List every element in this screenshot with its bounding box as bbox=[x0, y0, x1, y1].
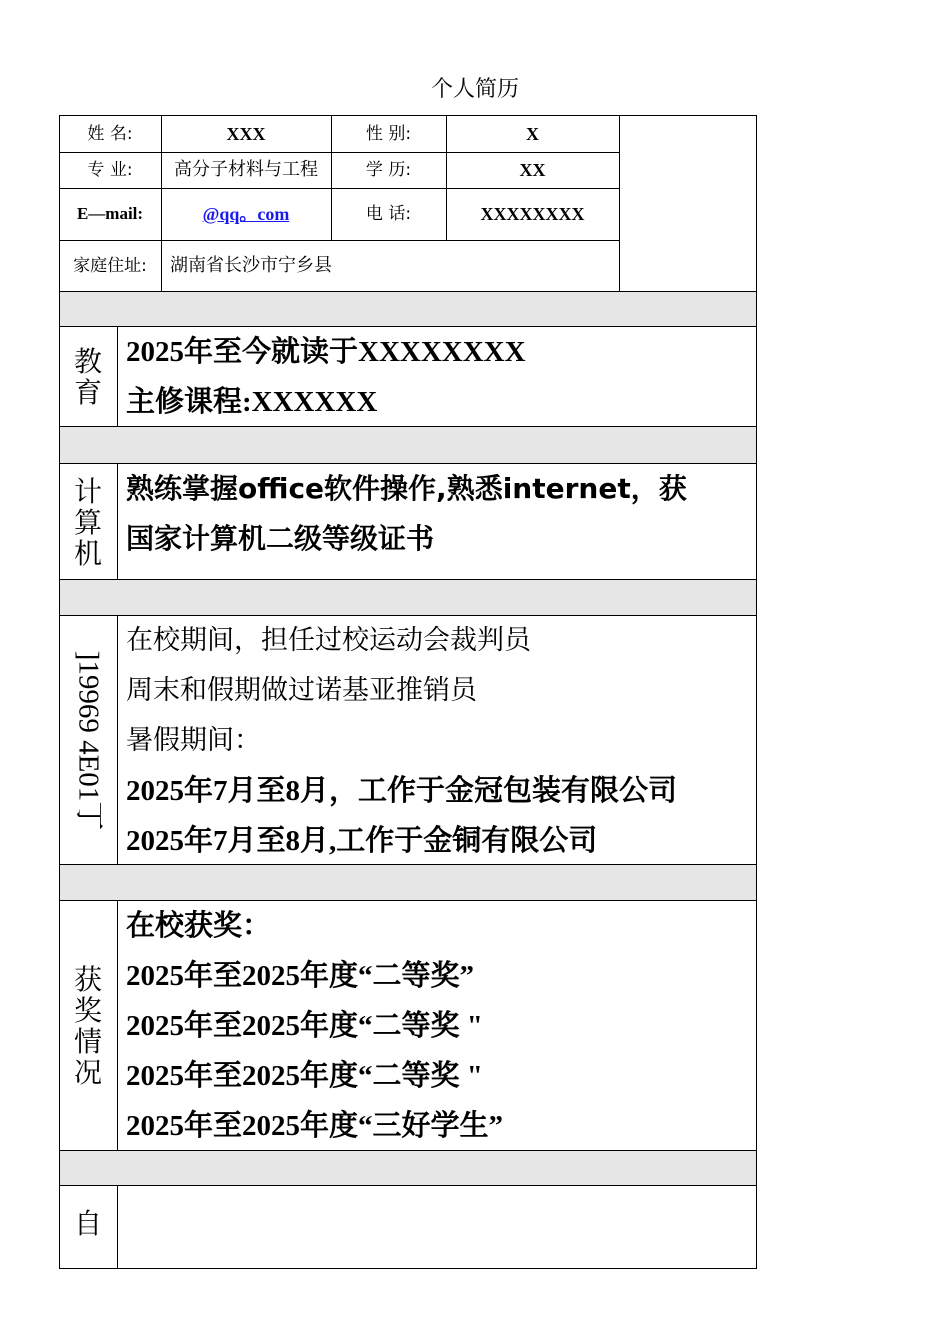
degree-label: 学 历: bbox=[365, 160, 412, 180]
awards-line: 2025年至2025年度“二等奖” bbox=[126, 960, 475, 992]
experience-line: 在校期间，担任过校运动会裁判员 bbox=[126, 625, 531, 656]
major-label: 专 业: bbox=[87, 160, 133, 180]
name-label: 姓 名: bbox=[87, 123, 133, 144]
degree-value: XX bbox=[519, 160, 546, 180]
education-line: 2025年至今就读于XXXXXXXX bbox=[126, 336, 526, 368]
section-col-divider bbox=[117, 901, 118, 1151]
frame-bottom bbox=[59, 1268, 757, 1269]
email-value[interactable] bbox=[161, 188, 331, 240]
experience-label: ]19969 4E01丁 bbox=[72, 650, 105, 831]
frame-right bbox=[756, 291, 757, 1269]
awards-line: 2025年至2025年度“三好学生” bbox=[126, 1110, 504, 1142]
address-value: 湖南省长沙市宁乡县 bbox=[170, 255, 332, 276]
experience-content bbox=[126, 616, 751, 866]
experience-line: 周末和假期做过诺基亚推销员 bbox=[126, 675, 477, 706]
name-value: XXX bbox=[226, 123, 266, 144]
computer-content bbox=[126, 464, 751, 564]
section-separator bbox=[59, 579, 757, 616]
phone-label: 电 话: bbox=[365, 204, 412, 224]
computer-label: 计算机 bbox=[73, 474, 102, 570]
education-line: 主修课程:XXXXXX bbox=[126, 386, 378, 418]
education-content bbox=[126, 327, 751, 427]
computer-line: 国家计算机二级等级证书 bbox=[126, 522, 435, 555]
email-link[interactable]: @qq。com bbox=[202, 204, 290, 224]
self-label: 自 bbox=[73, 1207, 102, 1240]
section-col-divider bbox=[117, 1186, 118, 1269]
experience-line: 暑假期间： bbox=[126, 725, 261, 756]
section-separator bbox=[59, 864, 757, 901]
section-separator bbox=[59, 426, 757, 464]
awards-line: 2025年至2025年度“二等奖 " bbox=[126, 1010, 483, 1042]
email-label: E—mail: bbox=[76, 204, 144, 223]
education-label: 教育 bbox=[73, 345, 102, 409]
section-separator bbox=[59, 291, 757, 327]
section-col-divider bbox=[117, 616, 118, 865]
page-title: 个人简历 bbox=[430, 77, 519, 102]
experience-line: 2025年7月至8月,工作于金铜有限公司 bbox=[126, 825, 598, 857]
experience-line: 2025年7月至8月，工作于金冠包装有限公司 bbox=[126, 775, 678, 807]
awards-label: 获奖情况 bbox=[73, 963, 102, 1089]
gender-value: X bbox=[526, 123, 539, 144]
phone-value: XXXXXXXX bbox=[480, 204, 585, 224]
major-value: 高分子材料与工程 bbox=[174, 159, 318, 180]
awards-line: 2025年至2025年度“二等奖 " bbox=[126, 1060, 483, 1092]
gender-label: 性 别: bbox=[365, 123, 412, 144]
awards-line: 在校获奖： bbox=[126, 910, 272, 942]
address-label: 家庭住址: bbox=[73, 256, 147, 276]
section-col-divider bbox=[117, 464, 118, 580]
awards-content bbox=[126, 901, 751, 1151]
section-col-divider bbox=[117, 327, 118, 427]
computer-line: 熟练掌握office软件操作,熟悉internet，获 bbox=[126, 472, 687, 505]
section-separator bbox=[59, 1150, 757, 1186]
col-divider bbox=[619, 115, 620, 292]
